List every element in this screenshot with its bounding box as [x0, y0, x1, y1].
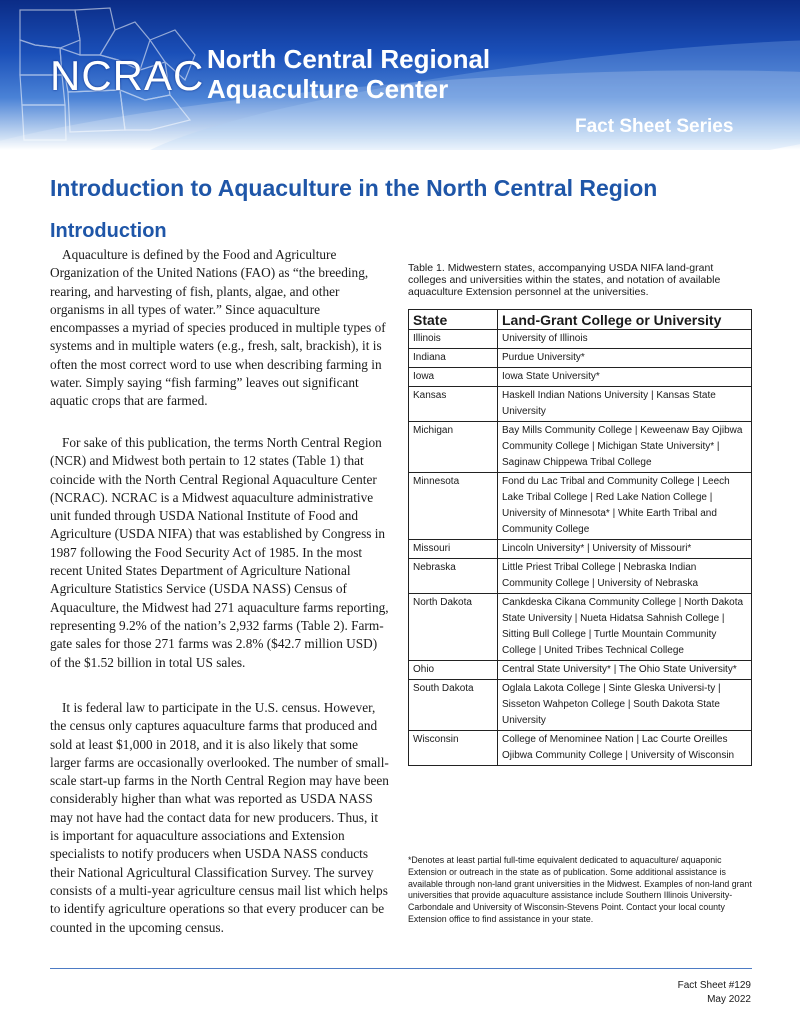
state-cell: Illinois: [409, 330, 498, 349]
college-cell: Lincoln University* | University of Missouri*: [498, 540, 752, 559]
table-row: [409, 731, 752, 766]
state-cell: Ohio: [409, 661, 498, 680]
table-row: [409, 661, 752, 680]
state-cell: North Dakota: [409, 594, 498, 661]
college-cell: Oglala Lakota College | Sinte Gleska Universi-ty | Sisseton Wahpeton College | South Dakota State University: [498, 680, 752, 731]
ncrac-logo: NCRAC: [50, 52, 205, 99]
table-row: [409, 330, 752, 349]
college-cell: Little Priest Tribal College | Nebraska Indian Community College | University of Nebraska: [498, 559, 752, 594]
paragraph-text: Aquaculture is defined by the Food and Agriculture Organization of the United Nations (FAO) as “the breeding, rearing, and harvesting of fish, plants, algae, and other organisms in all types of water.” Since aquaculture encompasses a myriad of species produced in multiple types of systems and in multiple waters (e.g., fresh, salt, brackish), it is often the most correct word to use when describing farming in water. Simply saying “fish farming” leaves out significant aquatic crops that are farmed.: [50, 247, 386, 409]
table-row: [409, 594, 752, 661]
fact-sheet-number: Fact Sheet #129: [677, 980, 751, 991]
land-grant-table: [408, 309, 752, 766]
state-cell: Iowa: [409, 368, 498, 387]
state-cell: Kansas: [409, 387, 498, 422]
state-cell: Indiana: [409, 349, 498, 368]
table-row: [409, 559, 752, 594]
state-cell: Wisconsin: [409, 731, 498, 766]
college-cell: Central State University* | The Ohio State University*: [498, 661, 752, 680]
table-row: [409, 368, 752, 387]
college-cell: Purdue University*: [498, 349, 752, 368]
column-header-state: State: [409, 310, 498, 330]
table-row: [409, 680, 752, 731]
body-paragraph-2: [50, 434, 390, 672]
college-cell: Haskell Indian Nations University | Kansas State University: [498, 387, 752, 422]
state-cell: South Dakota: [409, 680, 498, 731]
table-row: [409, 349, 752, 368]
body-paragraph-1: [50, 246, 390, 411]
table-row: [409, 540, 752, 559]
series-label: Fact Sheet Series: [575, 116, 734, 137]
table-row: [409, 473, 752, 540]
table-row: [409, 387, 752, 422]
college-cell: Iowa State University*: [498, 368, 752, 387]
college-cell: University of Illinois: [498, 330, 752, 349]
header-banner: [0, 0, 800, 150]
paragraph-text: It is federal law to participate in the U.S. census. However, the census only captures aquaculture farms that produced and sold at least $1,000 in 2018, and it is also likely that some larger farms are occasionally overlooked. The number of small-scale start-up farms in the North Central Region may have been considerably higher than what was reported as USDA NASS may not have had the contact data for new producers. Thus, it is important for aquaculture associations and Extension specialists to notify producers when USDA NASS conducts their National Agricultural Classification Survey. The survey consists of a multi-year agriculture census mail list which helps to identify agriculture operations so that every producer can be counted in the upcoming census.: [50, 700, 389, 935]
college-cell: Cankdeska Cikana Community College | North Dakota State University | Nueta Hidatsa Sahnish College | Sitting Bull College | Turtle Mountain Community College | United Tribes Technical College: [498, 594, 752, 661]
body-paragraph-3: [50, 699, 390, 937]
table-row: [409, 422, 752, 473]
table-footnote: *Denotes at least partial full-time equivalent dedicated to aquaculture/ aquaponic Extension or outreach in the state as of publication. Some additional assistance is available through non-land grant universities in the Midwest. Examples of non-land grant universities that provide aquaculture assistance include Southern Illinois University-Carbondale and University of Wisconsin-Stevens Point. Contact your local county Extension office to find assistance in your state.: [408, 855, 752, 924]
table-caption: Table 1. Midwestern states, accompanying USDA NIFA land-grant colleges and universities within the states, and notation of available aquaculture Extension personnel at the universities.: [408, 262, 721, 298]
state-cell: Nebraska: [409, 559, 498, 594]
college-cell: Bay Mills Community College | Keweenaw Bay Ojibwa Community College | Michigan State University* | Saginaw Chippewa Tribal College: [498, 422, 752, 473]
org-name-line1: North Central Regional: [207, 44, 491, 74]
college-cell: College of Menominee Nation | Lac Courte Oreilles Ojibwa Community College | University of Wisconsin: [498, 731, 752, 766]
publication-date: May 2022: [707, 994, 751, 1005]
section-heading: Introduction: [50, 220, 167, 242]
state-cell: Minnesota: [409, 473, 498, 540]
table-header-row: [409, 310, 752, 330]
state-cell: Missouri: [409, 540, 498, 559]
college-cell: Fond du Lac Tribal and Community College | Leech Lake Tribal College | Red Lake Nation College | University of Minnesota* | White Earth Tribal and Community College: [498, 473, 752, 540]
footer-divider: [50, 968, 752, 969]
org-name-line2: Aquaculture Center: [207, 74, 449, 104]
page-title: Introduction to Aquaculture in the North Central Region: [50, 175, 658, 201]
column-header-college: Land-Grant College or University: [498, 310, 752, 330]
paragraph-text: For sake of this publication, the terms North Central Region (NCR) and Midwest both pertain to 12 states (Table 1) that coincide with the North Central Regional Aquaculture Center (NCRAC). NCRAC is a Midwest aquaculture administrative unit funded through USDA National Institute of Food and Agriculture (USDA NIFA) that was established by Congress in 1987 following the Food Security Act of 1985. In the most recent United States Department of Agriculture National Agriculture Statistics Service (USDA NASS) Census of Aquaculture, the Midwest had 271 aquaculture farms reporting, representing 9.2% of the nation’s 2,932 farms (Table 2). Farm-gate sales for those 271 farms was 2.8% ($42.7 million USD) of the $1.52 billion in total US sales.: [50, 435, 389, 670]
state-cell: Michigan: [409, 422, 498, 473]
